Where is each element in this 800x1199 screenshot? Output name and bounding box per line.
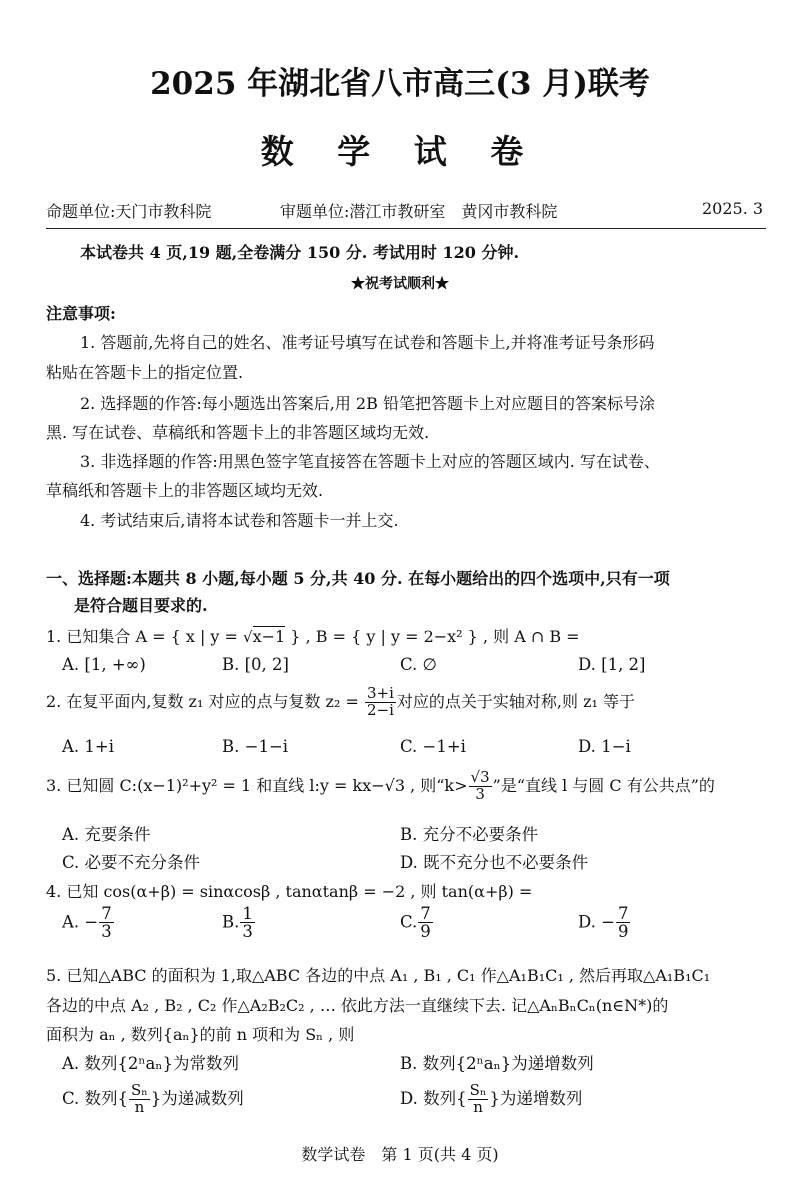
q4-d-den: 9 (617, 922, 629, 942)
q4-option-d (578, 905, 631, 941)
q1-option-c: C. ∅ (400, 655, 437, 674)
q3-fraction-num: √3 (470, 768, 490, 786)
note-2-line-2: 黑. 写在试卷、草稿纸和答题卡上的非答题区域均无效. (46, 423, 430, 442)
q2-option-b: B. −1−i (222, 737, 289, 756)
q4-option-c (400, 905, 434, 941)
q2-fraction-num: 3+i (366, 684, 394, 702)
q5-c-num: Sₙ (131, 1081, 148, 1099)
note-3-line-2: 草稿纸和答题卡上的非答题区域均无效. (46, 481, 324, 500)
q5-c-fraction (129, 1083, 150, 1116)
question-3-stem (46, 770, 715, 803)
q4-b-label: B. (222, 912, 240, 932)
question-1-stem (46, 624, 580, 647)
page-footer: 数学试卷 第 1 页(共 4 页) (301, 1145, 499, 1164)
q5-d-tail: }为递增数列 (489, 1088, 583, 1108)
q3-option-c: C. 必要不充分条件 (62, 853, 201, 872)
q4-option-b (222, 905, 256, 941)
q3-option-d: D. 既不充分也不必要条件 (400, 853, 589, 872)
q4-c-label: C. (400, 912, 418, 932)
q5-c-label: C. 数列{ (62, 1088, 129, 1108)
exam-title: 2025 年湖北省八市高三(3 月)联考 (150, 66, 650, 102)
q5-d-den: n (473, 1097, 483, 1116)
note-1-line-2: 粘贴在答题卡上的指定位置. (46, 363, 244, 382)
q5-option-d (400, 1083, 582, 1116)
sqrt-symbol: √ (243, 628, 253, 646)
q3-option-a: A. 充要条件 (62, 825, 151, 844)
q3-stem-a: 3. 已知圆 C:(x−1)²+y² = 1 和直线 l:y = kx−√3 , 则“k> (46, 775, 468, 795)
exam-summary: 本试卷共 4 页,19 题,全卷满分 150 分. 考试用时 120 分钟. (80, 243, 520, 262)
q4-b-fraction (240, 905, 255, 941)
q4-a-num: 7 (101, 904, 112, 923)
q5-d-num: Sₙ (469, 1081, 487, 1099)
q5-d-fraction (468, 1083, 489, 1116)
q4-a-fraction (99, 905, 114, 941)
q2-stem-b: 对应的点关于实轴对称,则 z₁ 等于 (396, 691, 635, 711)
q1-sqrt-radicand: x−1 (252, 627, 286, 646)
question-5-line-3: 面积为 aₙ , 数列{aₙ}的前 n 项和为 Sₙ , 则 (46, 1025, 355, 1044)
section-1-heading-line-2: 是符合题目要求的. (74, 596, 208, 615)
q3-fraction-den: 3 (475, 784, 485, 803)
q4-c-fraction (418, 905, 433, 941)
q2-option-a: A. 1+i (62, 737, 115, 756)
q5-option-a: A. 数列{2ⁿaₙ}为常数列 (62, 1054, 240, 1073)
note-1-line-1: 1. 答题前,先将自己的姓名、准考证号填写在试卷和答题卡上,并将准考证号条形码 (80, 333, 655, 352)
exam-date: 2025. 3 (702, 199, 764, 218)
q2-option-c: C. −1+i (400, 737, 466, 756)
header-divider (46, 228, 766, 229)
subject-title: 数 学 试 卷 (260, 132, 540, 171)
q4-d-fraction (616, 905, 631, 941)
q4-c-den: 9 (420, 922, 431, 942)
section-1-heading-line-1: 一、选择题:本题共 8 小题,每小题 5 分,共 40 分. 在每小题给出的四个选项中,只有一项 (46, 569, 670, 588)
note-2-line-1: 2. 选择题的作答:每小题选出答案后,用 2B 铅笔把答题卡上对应题目的答案标号涂 (80, 394, 655, 413)
setter-unit: 命题单位:天门市教科院 (46, 202, 212, 221)
q2-option-d: D. 1−i (578, 737, 631, 756)
q4-d-num: 7 (617, 904, 629, 923)
q2-fraction-den: 2−i (366, 700, 394, 719)
q4-c-num: 7 (420, 904, 431, 923)
q3-stem-b: ”是“直线 l 与圆 C 有公共点”的 (492, 775, 715, 795)
question-2-stem (46, 686, 635, 719)
q1-option-d: D. [1, 2] (578, 655, 646, 674)
q1-option-a: A. [1, +∞) (62, 655, 146, 674)
q5-d-label: D. 数列{ (400, 1088, 467, 1108)
q4-b-num: 1 (242, 904, 253, 923)
q4-d-label: D. − (578, 912, 615, 932)
notes-heading: 注意事项: (46, 304, 116, 323)
q5-option-c (62, 1083, 244, 1116)
q4-a-den: 3 (101, 922, 112, 942)
note-3-line-1: 3. 非选择题的作答:用黑色签字笔直接答在答题卡上对应的答题区域内. 写在试卷、 (80, 452, 660, 471)
question-5-line-1: 5. 已知△ABC 的面积为 1,取△ABC 各边的中点 A₁ , B₁ , C₁ 作△A₁B₁C₁ , 然后再取△A₁B₁C₁ (46, 966, 711, 985)
reviewer-unit: 审题单位:潜江市教研室 黄冈市教科院 (280, 202, 558, 221)
q5-c-tail: }为递减数列 (150, 1088, 244, 1108)
question-4-stem: 4. 已知 cos(α+β) = sinαcosβ , tanαtanβ = −2 , 则 tan(α+β) = (46, 882, 533, 901)
q5-c-den: n (134, 1097, 145, 1116)
q2-fraction (365, 686, 396, 719)
q1-stem-a: 1. 已知集合 A = { x | y = (46, 627, 244, 646)
note-4: 4. 考试结束后,请将本试卷和答题卡一并上交. (80, 511, 399, 530)
q4-a-label: A. − (62, 912, 99, 932)
q4-option-a (62, 905, 115, 941)
q3-option-b: B. 充分不必要条件 (400, 825, 539, 844)
q5-option-b: B. 数列{2ⁿaₙ}为递增数列 (400, 1054, 594, 1073)
q1-option-b: B. [0, 2] (222, 655, 289, 674)
q1-stem-b: } , B = { y | y = 2−x² } , 则 A ∩ B = (285, 627, 580, 646)
q3-fraction (469, 770, 492, 803)
good-luck-banner: ★祝考试顺利★ (351, 276, 449, 292)
q4-b-den: 3 (242, 922, 253, 942)
q2-stem-a: 2. 在复平面内,复数 z₁ 对应的点与复数 z₂ = (46, 691, 364, 711)
question-5-line-2: 各边的中点 A₂ , B₂ , C₂ 作△A₂B₂C₂ , … 依此方法一直继续下去. 记△AₙBₙCₙ(n∈N*)的 (46, 996, 669, 1015)
